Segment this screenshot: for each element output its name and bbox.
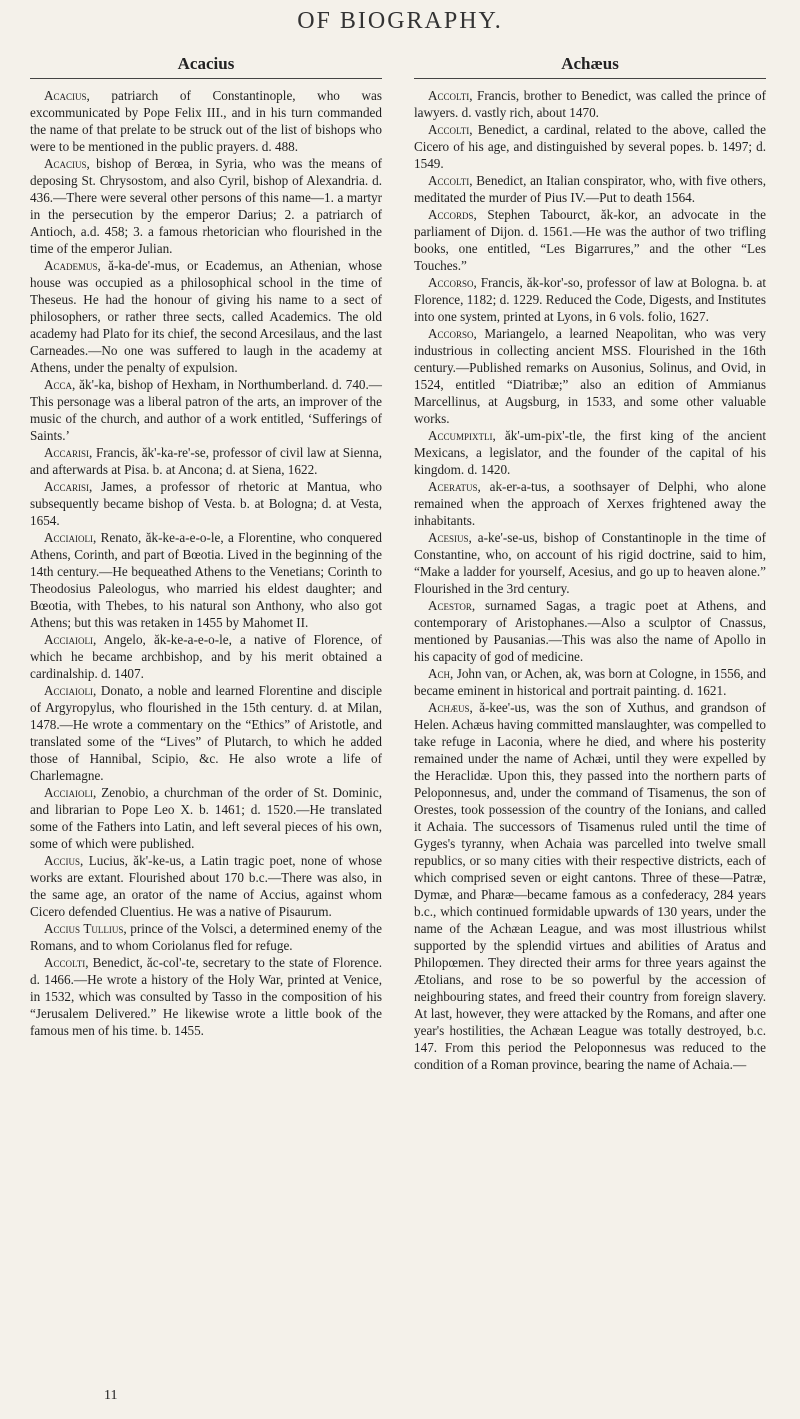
- entry-text: Donato, a noble and learned Florentine and disciple of Argyropylus, who flourished in the 15th century. d. at Milan, 1478.—He wrote a commentary on the “Ethics” of Aristotle, and translated some of the “Lives” of Plutarch, to which he added those of Hannibal, Scipio, &c. He also wrote a life of Charlemagne.: [30, 683, 382, 783]
- entry-text: ăk'-um-pix'-tle, the first king of the ancient Mexicans, a legislator, and the founder of the capital of his kingdom. d. 1420.: [414, 428, 766, 477]
- entry-headword: Accolti,: [44, 955, 89, 970]
- entry-headword: Acciaioli,: [44, 530, 97, 545]
- entry: [414, 427, 766, 478]
- running-head: OF BIOGRAPHY.: [297, 8, 503, 34]
- entry: [414, 699, 766, 1073]
- entry-text: prince of the Volsci, a determined enemy of the Romans, and to whom Coriolanus fled for refuge.: [30, 921, 382, 953]
- entry-text: surnamed Sagas, a tragic poet at Athens, and contemporary of Aristophanes.—Also a sculptor of Cnassus, mentioned by Pausanias.—This was also the name of Apollo in his capacity of god of medicine.: [414, 598, 766, 664]
- entry-text: Benedict, an Italian conspirator, who, with five others, meditated the murder of Pius IV.—Put to death 1564.: [414, 173, 766, 205]
- entry-headword: Acciaioli,: [44, 632, 97, 647]
- right-column-header: Achæus: [414, 54, 766, 79]
- entry-headword: Accolti,: [428, 173, 473, 188]
- entry-headword: Ach,: [428, 666, 454, 681]
- entry-text: Angelo, ăk-ke-a-e-o-le, a native of Florence, of which he became archbishop, and by his merit obtained a cardinalship. d. 1407.: [30, 632, 382, 681]
- entry-headword: Accius,: [44, 853, 84, 868]
- entry: [30, 376, 382, 444]
- entry-headword: Accumpixtli,: [428, 428, 496, 443]
- entry-text: Zenobio, a churchman of the order of St. Dominic, and librarian to Pope Leo X. b. 1461; d. 1520.—He translated some of the Fathers into Latin, and left several pieces of his own, some of which were published.: [30, 785, 382, 851]
- entry: [30, 852, 382, 920]
- entry: [30, 478, 382, 529]
- entry-headword: Accius Tullius,: [44, 921, 127, 936]
- entry-text: Benedict, a cardinal, related to the above, called the Cicero of his age, and distinguished by several popes. b. 1497; d. 1549.: [414, 122, 766, 171]
- entry-text: Lucius, ăk'-ke-us, a Latin tragic poet, none of whose works are extant. Flourished about 170 b.c.—There was also, in the same age, an orator of the name of Accius, against whom Cicero defended Cluentius. He was a native of Pisaurum.: [30, 853, 382, 919]
- entry-headword: Accarisi,: [44, 479, 93, 494]
- entry-text: Renato, ăk-ke-a-e-o-le, a Florentine, who conquered Athens, Corinth, and part of Bœotia. Lived in the beginning of the 14th century.—He bequeathed Athens to the Venetians; Corinth to Theodosius Paleologus, who married his eldest daughter; and Bœotia, with Thebes, to his natural son Anthony, who also got Athens; but this was retaken in 1455 by Mahomet II.: [30, 530, 382, 630]
- entry-text: Francis, brother to Benedict, was called the prince of lawyers. d. vastly rich, about 1470.: [414, 88, 766, 120]
- entry-headword: Accolti,: [428, 122, 473, 137]
- entry-text: patriarch of Constantinople, who was excommunicated by Pope Felix III., and in his turn commanded the name of that prelate to be struck out of the list of bishops who were to be mentioned in the public prayers. d. 488.: [30, 88, 382, 154]
- entry: [414, 274, 766, 325]
- entry-text: John van, or Achen, ak, was born at Cologne, in 1556, and became eminent in historical and portrait painting. d. 1621.: [414, 666, 766, 698]
- entry-text: ak-er-a-tus, a soothsayer of Delphi, who alone remained when the approach of Xerxes frightened away the inhabitants.: [414, 479, 766, 528]
- entry-headword: Acesius,: [428, 530, 472, 545]
- entry-headword: Acciaioli,: [44, 683, 97, 698]
- page-number: 11: [104, 1388, 118, 1403]
- entry: [30, 444, 382, 478]
- entry-headword: Acciaioli,: [44, 785, 97, 800]
- entry: [414, 325, 766, 427]
- entry-text: ă-kee'-us, was the son of Xuthus, and grandson of Helen. Achæus having committed manslaughter, was compelled to take refuge in Laconia, where he died, and where his posterity remained under the name of Achæi, until they were expelled by the Heraclidæ. Upon this, they passed into the northern parts of Peloponnesus, and, under the command of Tisamenus, the son of Orestes, took possession of the country of the Ionians, and called it Achaia. The successors of Tisamenus ruled until the time of Gyges's tyranny, when Achaia was parcelled into twelve small republics, or so many cities with their respective districts, each of which comprised seven or eight cantons. Three of these—Patræ, Dymæ, and Pharæ—became famous as a confederacy, 284 years b.c., which continued formidable upwards of 130 years, under the name of the Achæan League, and was most illustrious whilst supported by the splendid virtues and abilities of Aratus and Philopœmen. They directed their arms for three years against the Ætolians, and rose to be so powerful by the accession of neighbouring states, and freed their country from foreign slavery. At last, however, they were attacked by the Romans, and after one year's hostilities, the Achæan League was totally destroyed, b.c. 147. From this period the Peloponnesus was reduced to the condition of a Roman province, bearing the name of Achaia.—: [414, 700, 766, 1072]
- entry: [414, 206, 766, 274]
- entry: [30, 87, 382, 155]
- entry: [414, 87, 766, 121]
- entry-text: Stephen Tabourct, ăk-kor, an advocate in the parliament of Dijon. d. 1561.—He was the author of two trifling books, one entitled, “Les Bigarrures,” and the other “Les Touches.”: [414, 207, 766, 273]
- entry: [30, 920, 382, 954]
- entry: [30, 954, 382, 1039]
- entry: [30, 784, 382, 852]
- entry-text: a-ke'-se-us, bishop of Constantinople in the time of Constantine, who, on account of his rigid doctrine, said to him, “Make a ladder for yourself, Acesius, and go up to heaven alone.” Flourished in the 3rd century.: [414, 530, 766, 596]
- entry: [414, 665, 766, 699]
- entry-headword: Acca,: [44, 377, 76, 392]
- entry-text: James, a professor of rhetoric at Mantua, who subsequently became bishop of Vesta. b. at Bologna; d. at Vesta, 1654.: [30, 479, 382, 528]
- entry-text: Benedict, ăc-col'-te, secretary to the state of Florence. d. 1466.—He wrote a history of the Holy War, printed at Venice, in 1532, which was consulted by Tasso in the composition of his “Jerusalem Delivered.” He likewise wrote a little book of the famous men of his time. b. 1455.: [30, 955, 382, 1038]
- entry-headword: Acacius,: [44, 88, 90, 103]
- entry-headword: Accords,: [428, 207, 477, 222]
- entry-text: bishop of Berœa, in Syria, who was the means of deposing St. Chrysostom, and also Cyril, bishop of Alexandria. d. 436.—There were several other persons of this name—1. a martyr in the persecution by the emperor Darius; 2. a patriarch of Antioch, a.d. 458; 3. a famous rhetorician who flourished in the time of the emperor Julian.: [30, 156, 382, 256]
- entry-text: Mariangelo, a learned Neapolitan, who was very industrious in collecting ancient MSS. Flourished in the 16th century.—Published remarks on Ausonius, Solinus, and Ovid, in 1524, entitled “Diatribæ;” also an edition of Ammianus Marcellinus, at Augsburg, in 1533, and some other valuable works.: [414, 326, 766, 426]
- entry-text: ă-ka-de'-mus, or Ecademus, an Athenian, whose house was occupied as a philosophical school in the time of Theseus. He had the honour of giving his name to a sect of philosophers, or rather three sects, called Academics. The old academy had Plato for its chief, the second Arcesilaus, and the last Carneades.—No one was suffered to laugh in the academy at Athens, under the penalty of expulsion.: [30, 258, 382, 375]
- entry: [414, 478, 766, 529]
- entry-headword: Accolti,: [428, 88, 473, 103]
- entry: [414, 529, 766, 597]
- entry: [30, 682, 382, 784]
- entry: [30, 257, 382, 376]
- entry: [30, 631, 382, 682]
- entry: [414, 121, 766, 172]
- entry-headword: Accarisi,: [44, 445, 93, 460]
- entry-headword: Acacius,: [44, 156, 90, 171]
- entry-text: ăk'-ka, bishop of Hexham, in Northumberland. d. 740.—This personage was a liberal patron of the arts, an improver of the music of the church, and author of a work entitled, ‘Sufferings of Saints.’: [30, 377, 382, 443]
- entry: [30, 529, 382, 631]
- entry-text: Francis, ăk'-ka-re'-se, professor of civil law at Sienna, and afterwards at Pisa. b. at Ancona; d. at Siena, 1622.: [30, 445, 382, 477]
- entry: [414, 597, 766, 665]
- entry: [30, 155, 382, 257]
- left-column-header: Acacius: [30, 54, 382, 79]
- entry: [414, 172, 766, 206]
- entry-text: Francis, ăk-kor'-so, professor of law at Bologna. b. at Florence, 1182; d. 1229. Reduced the Code, Digests, and Institutes into one system, printed at Lyons, in 6 vols. folio, 1627.: [414, 275, 766, 324]
- entry-headword: Achæus,: [428, 700, 473, 715]
- right-column: [414, 54, 766, 1073]
- entry-headword: Accorso,: [428, 326, 477, 341]
- entry-headword: Academus,: [44, 258, 101, 273]
- entry-headword: Accorso,: [428, 275, 477, 290]
- entry-headword: Acestor,: [428, 598, 476, 613]
- entry-headword: Aceratus,: [428, 479, 481, 494]
- left-column: [30, 54, 382, 1039]
